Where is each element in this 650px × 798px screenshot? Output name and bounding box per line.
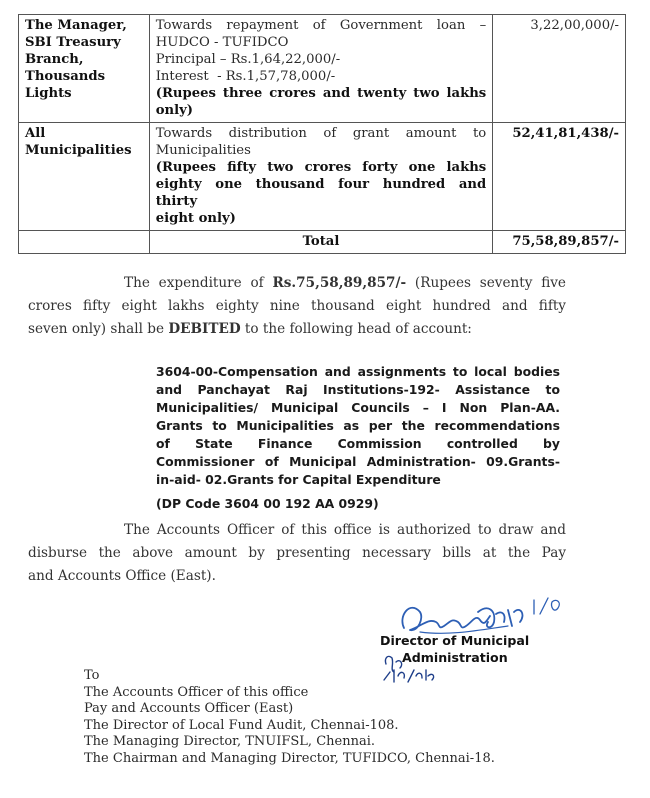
- total-label: Total: [149, 231, 493, 254]
- payee-line: Thousands: [25, 69, 105, 84]
- description-cell: [149, 15, 493, 123]
- head-of-account-line: and Panchayat Raj Institutions-192- Assistance to: [156, 382, 560, 397]
- payee-cell: [19, 15, 150, 123]
- payment-table: [18, 14, 626, 254]
- table-row: [19, 123, 626, 231]
- head-of-account-line: in-aid- 02.Grants for Capital Expenditure: [156, 472, 441, 487]
- head-of-account-line: Municipalities/ Municipal Councils – I Non Plan-AA.: [156, 400, 560, 415]
- description-line: Interest - Rs.1,57,78,000/-: [155, 69, 336, 84]
- payee-line: Municipalities: [25, 143, 132, 158]
- description-cell: [149, 123, 493, 231]
- description-line: HUDCO - TUFIDCO: [155, 35, 289, 50]
- total-row: [19, 231, 626, 254]
- description-line: Municipalities: [155, 143, 251, 158]
- total-amount: 75,58,89,857/-: [493, 231, 626, 254]
- amount-cell: [493, 123, 626, 231]
- signatory-title-line-1: Director of Municipal: [380, 633, 530, 648]
- payee-line: All: [25, 126, 46, 141]
- payee-line: Lights: [25, 86, 72, 101]
- dp-code: (DP Code 3604 00 192 AA 0929): [156, 496, 379, 511]
- head-of-account-line: Commissioner of Municipal Administration- 09.Grants-: [156, 454, 560, 469]
- debited-word: DEBITED: [168, 321, 241, 337]
- authorization-paragraph: [28, 519, 566, 588]
- expenditure-line-3-prefix: seven only) shall be: [28, 321, 169, 337]
- empty-cell: [19, 231, 150, 254]
- amount-cell: [493, 15, 626, 123]
- expenditure-words: (Rupees seventy five: [406, 275, 566, 291]
- description-amount-words: (Rupees fifty two crores forty one lakhs: [155, 160, 487, 175]
- expenditure-line-1: [96, 272, 566, 295]
- recipient-item: The Accounts Officer of this office: [84, 684, 309, 700]
- expenditure-line-3: [28, 318, 566, 341]
- description-amount-words: only): [155, 103, 194, 118]
- signature-ink: [402, 598, 559, 633]
- recipient-item: The Director of Local Fund Audit, Chennai-108.: [84, 717, 399, 733]
- signatory-designation: [380, 632, 580, 666]
- expenditure-prefix: The expenditure of: [124, 275, 273, 291]
- description-amount-words: eight only): [155, 211, 236, 226]
- payee-line: The Manager,: [25, 18, 127, 33]
- payee-cell: [19, 123, 150, 231]
- table-row: [19, 15, 626, 123]
- authorization-line-1: The Accounts Officer of this office is authorized to draw and: [124, 522, 566, 538]
- recipients-list: [84, 668, 604, 768]
- authorization-line-2: disburse the above amount by presenting necessary bills at the Pay: [28, 545, 566, 561]
- head-of-account-line: of State Finance Commission controlled by: [156, 436, 560, 451]
- signatory-title-line-2: Administration: [402, 650, 508, 665]
- payee-line: SBI Treasury: [25, 35, 121, 50]
- description-line: Towards distribution of grant amount to: [155, 126, 487, 141]
- head-of-account-line: 3604-00-Compensation and assignments to local bodies: [156, 364, 560, 379]
- amount-value: 52,41,81,438/-: [512, 126, 619, 141]
- payee-line: Branch,: [25, 52, 84, 67]
- amount-value: 3,22,00,000/-: [530, 18, 619, 33]
- expenditure-paragraph: [28, 272, 566, 341]
- recipient-item: Pay and Accounts Officer (East): [84, 701, 294, 717]
- expenditure-amount: Rs.75,58,89,857/-: [272, 275, 407, 291]
- description-amount-words: (Rupees three crores and twenty two lakhs: [155, 86, 487, 101]
- to-label: To: [84, 668, 100, 683]
- head-of-account-line: Grants to Municipalities as per the recommendations: [156, 418, 560, 433]
- description-amount-words: eighty one thousand four hundred and thirty: [155, 177, 487, 209]
- description-line: Principal – Rs.1,64,22,000/-: [155, 52, 341, 67]
- recipient-item: The Chairman and Managing Director, TUFIDCO, Chennai-18.: [84, 750, 495, 766]
- head-of-account: [156, 363, 560, 513]
- recipient-item: The Managing Director, TNUIFSL, Chennai.: [84, 734, 375, 750]
- authorization-line-3: and Accounts Office (East).: [28, 568, 216, 584]
- expenditure-line-2: crores fifty eight lakhs eighty nine thousand eight hundred and fifty: [28, 298, 566, 314]
- description-line: Towards repayment of Government loan –: [155, 18, 487, 33]
- expenditure-line-3-suffix: to the following head of account:: [240, 321, 472, 337]
